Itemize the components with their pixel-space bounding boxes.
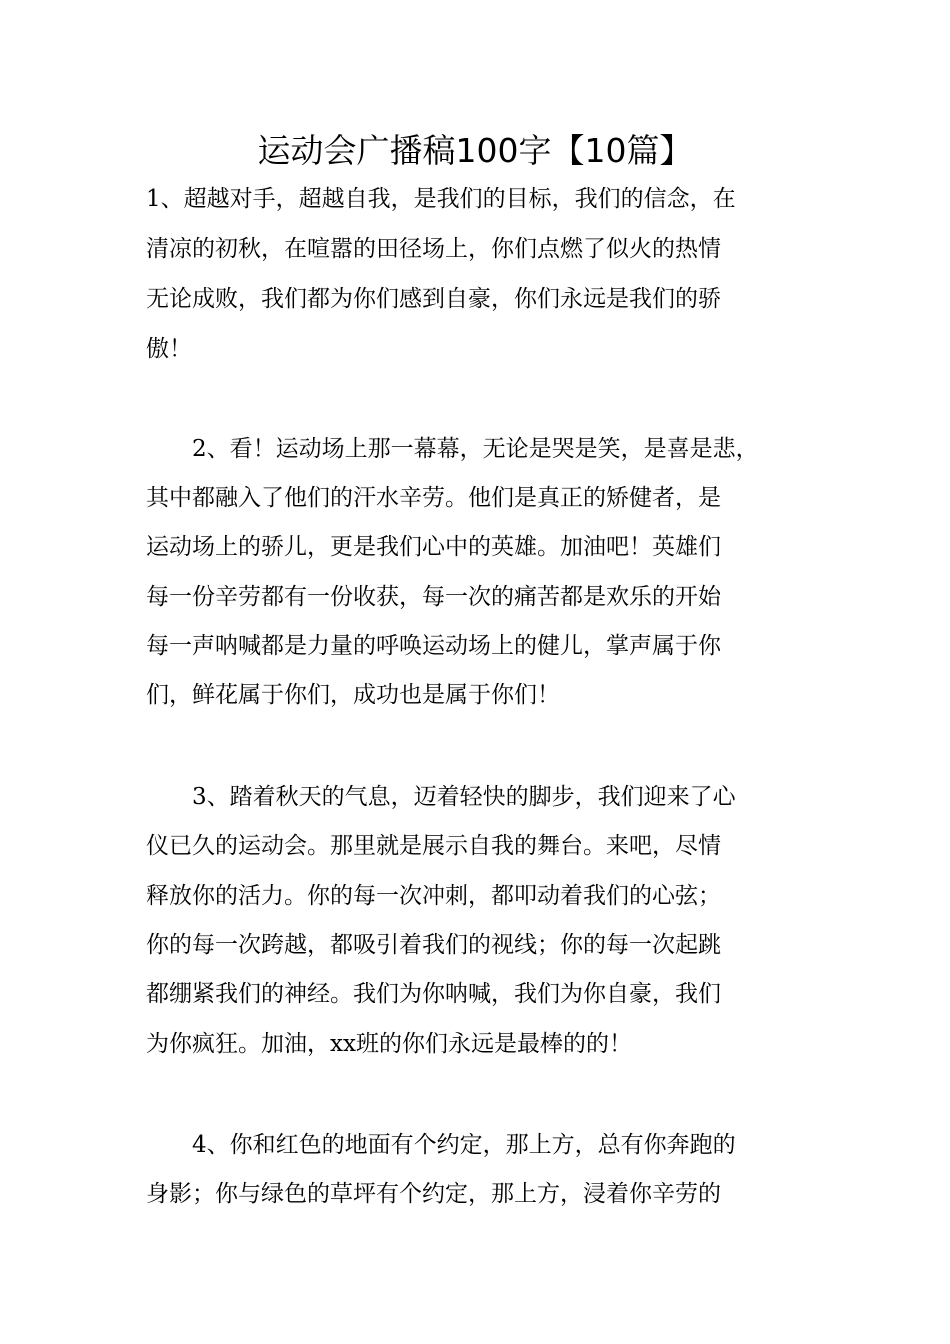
document-title: 运动会广播稿100字【10篇】 xyxy=(257,131,693,170)
text-line: 4、你和红色的地面有个约定，那上方，总有你奔跑的 xyxy=(146,1132,736,1158)
text-line: 傲！ xyxy=(146,336,192,362)
text-line: 1、超越对手，超越自我，是我们的目标，我们的信念，在 xyxy=(146,186,736,212)
text-line: 们，鲜花属于你们，成功也是属于你们！ xyxy=(146,682,560,708)
text-line: 释放你的活力。你的每一次冲刺，都叩动着我们的心弦； xyxy=(146,883,721,909)
text-line: 为你疯狂。加油，xx班的你们永远是最棒的的！ xyxy=(146,1031,632,1057)
text-line: 身影；你与绿色的草坪有个约定，那上方，浸着你辛劳的 xyxy=(146,1181,721,1207)
text-line: 清凉的初秋，在喧嚣的田径场上，你们点燃了似火的热情 xyxy=(146,236,721,262)
text-line: 你的每一次跨越，都吸引着我们的视线；你的每一次起跳 xyxy=(146,932,721,958)
text-line: 其中都融入了他们的汗水辛劳。他们是真正的矫健者，是 xyxy=(146,485,721,511)
text-line: 每一份辛劳都有一份收获，每一次的痛苦都是欢乐的开始 xyxy=(146,584,721,610)
text-line: 都绷紧我们的神经。我们为你呐喊，我们为你自豪，我们 xyxy=(146,981,721,1007)
text-line: 仪已久的运动会。那里就是展示自我的舞台。来吧，尽情 xyxy=(146,833,721,859)
text-line: 2、看！运动场上那一幕幕，无论是哭是笑，是喜是悲， xyxy=(146,436,759,462)
text-line: 运动场上的骄儿，更是我们心中的英雄。加油吧！英雄们 xyxy=(146,534,721,560)
text-line: 无论成败，我们都为你们感到自豪，你们永远是我们的骄 xyxy=(146,286,721,312)
text-line: 每一声呐喊都是力量的呼唤运动场上的健儿，掌声属于你 xyxy=(146,633,721,659)
text-line: 3、踏着秋天的气息，迈着轻快的脚步，我们迎来了心 xyxy=(146,784,736,810)
